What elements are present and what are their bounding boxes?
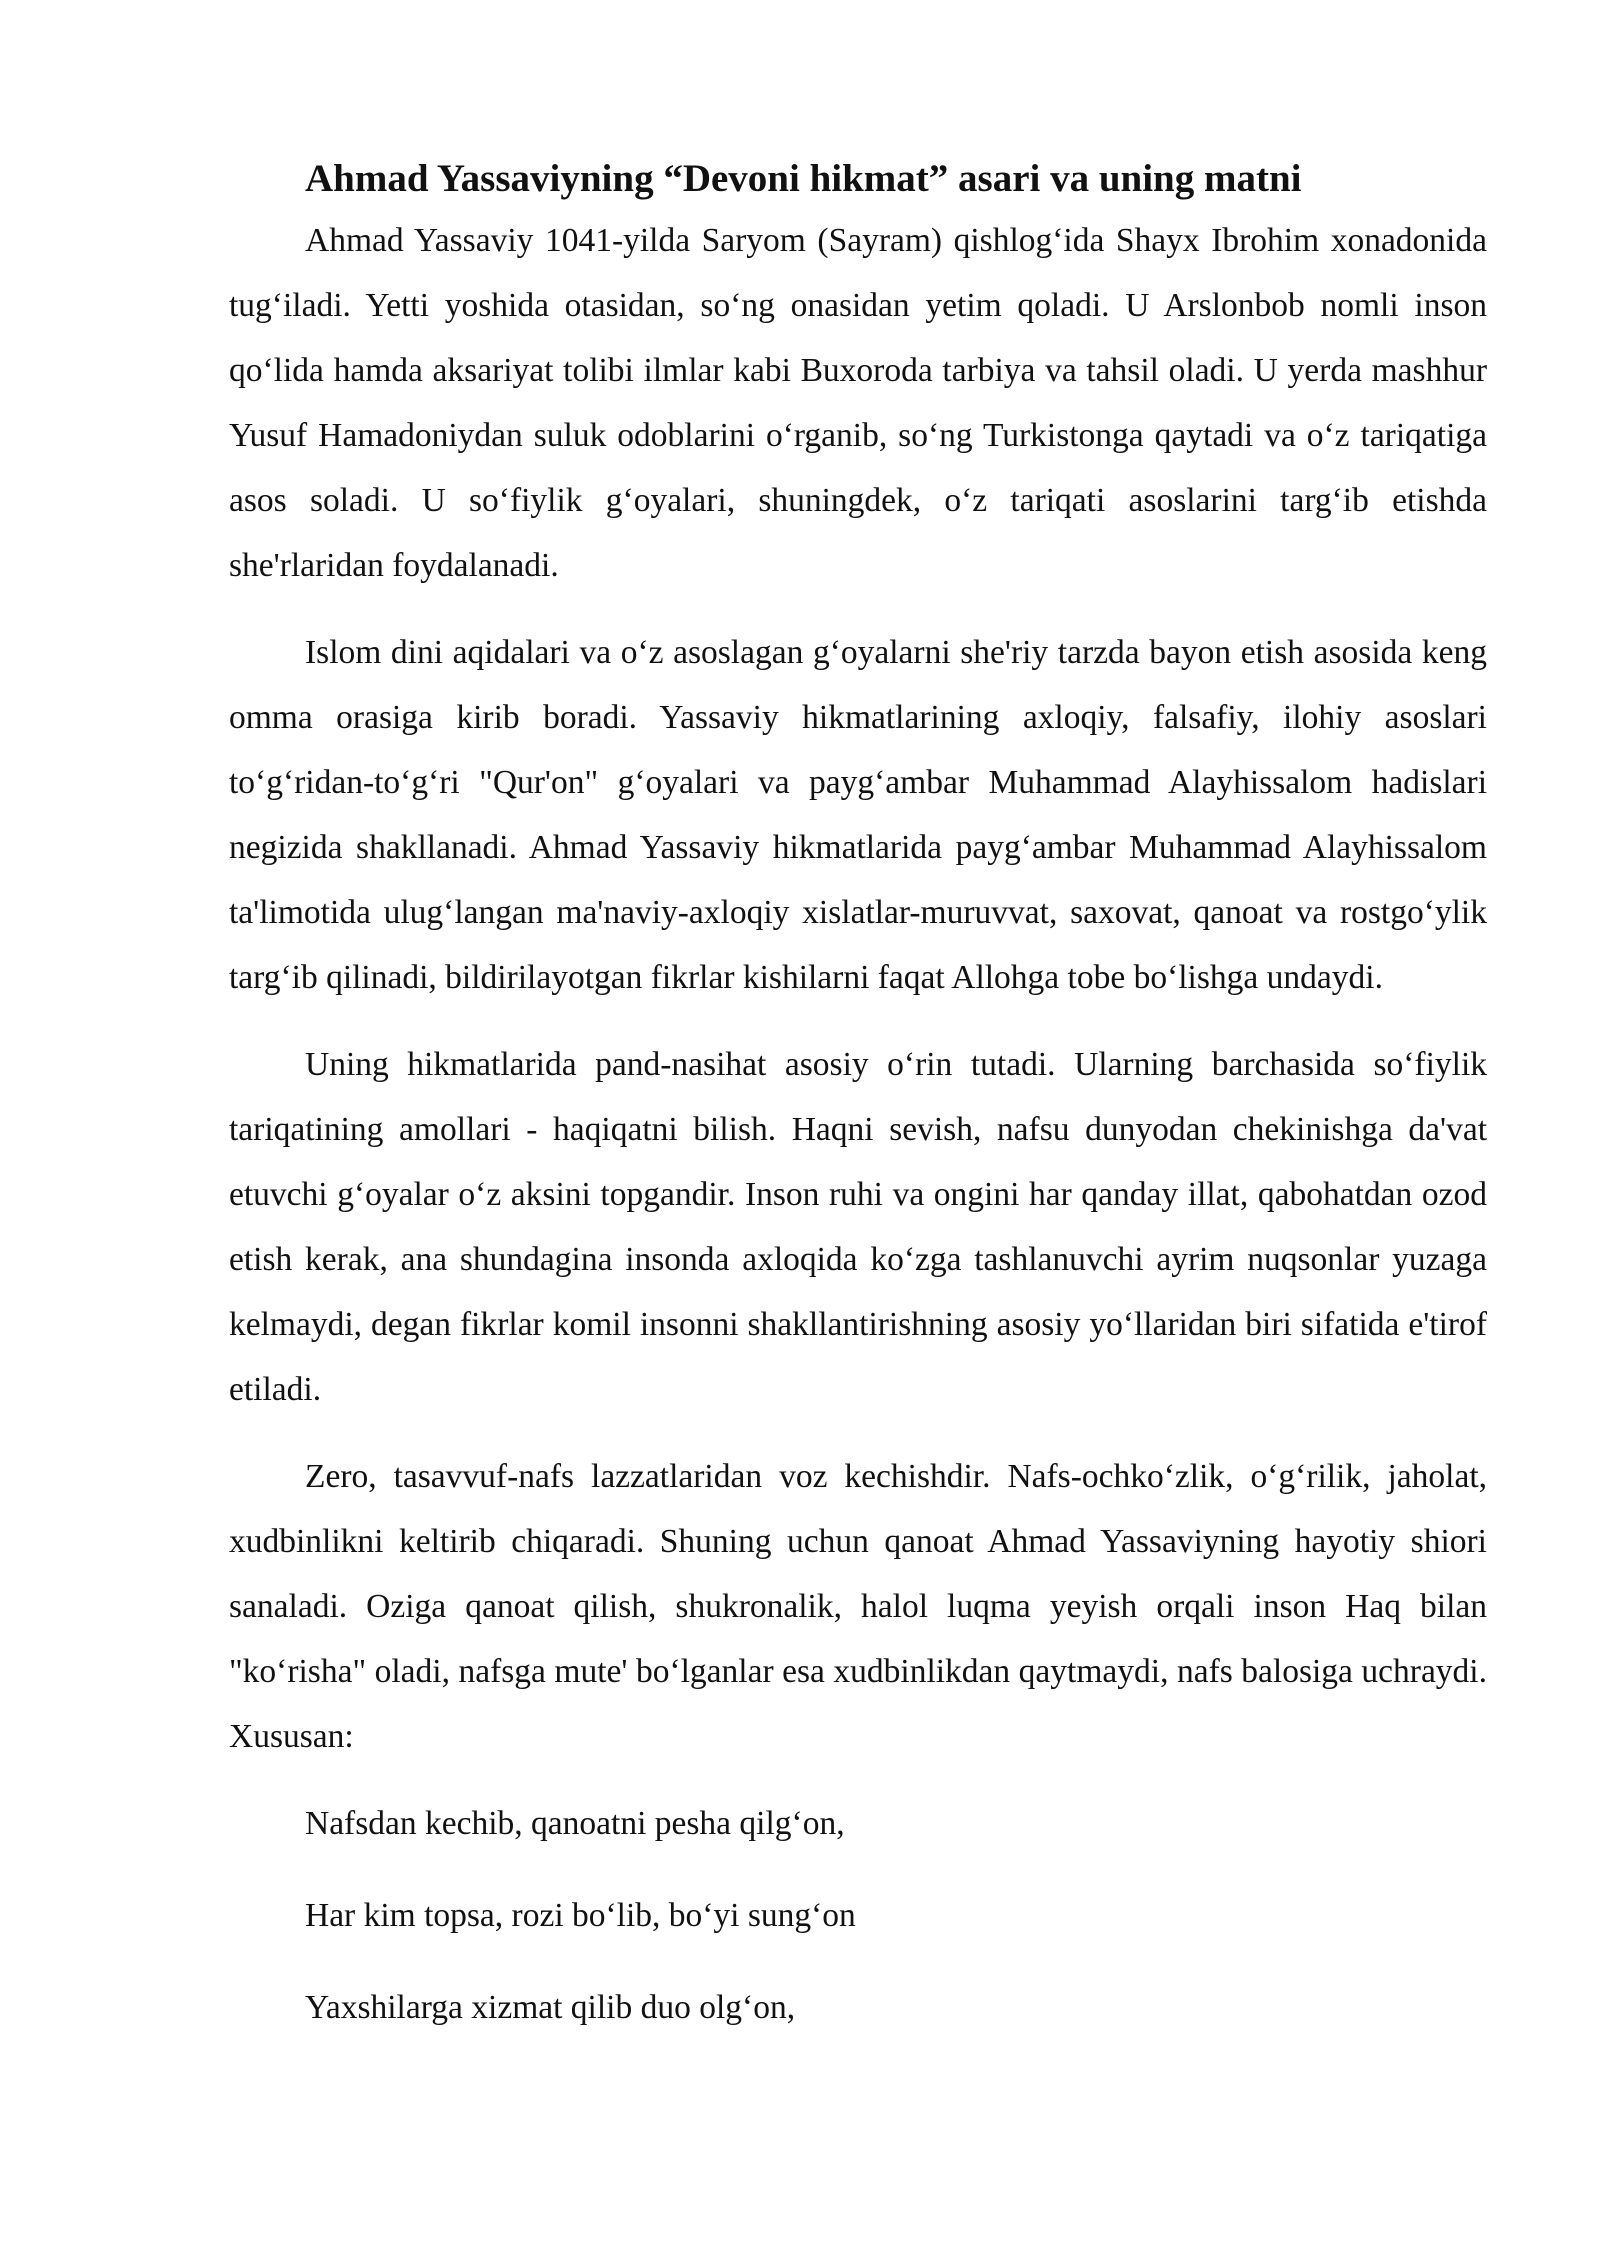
document-page — [229, 150, 1487, 2067]
verse-line-2: Har kim topsa, rozi bo‘lib, bo‘yi sung‘on — [305, 1897, 856, 1934]
paragraph-4: Zero, tasavvuf-nafs lazzatlaridan voz kechishdir. Nafs-ochko‘zlik, o‘g‘rilik, jaholat, xudbinlikni keltirib chiqaradi. Shuning uchun qanoat Ahmad Yassaviyning hayotiy shiori sanaladi. Oziga qanoat qilish, shukronalik, halol luqma yeyish orqali inson Haq bilan "ko‘risha" oladi, nafsga mute' bo‘lganlar esa xudbinlikdan qaytmaydi, nafs balosiga uchraydi. Xususan: — [229, 1458, 1487, 1755]
paragraph-3: Uning hikmatlarida pand-nasihat asosiy o‘rin tutadi. Ularning barchasida so‘fiylik tariqatining amollari - haqiqatni bilish. Haqni sevish, nafsu dunyodan chekinishga da'vat etuvchi g‘oyalar o‘z aksini topgandir. Inson ruhi va ongini har qanday illat, qabohatdan ozod etish kerak, ana shundagina insonda axloqida ko‘zga tashlanuvchi ayrim nuqsonlar yuzaga kelmaydi, degan fikrlar komil insonni shakllantirishning asosiy yo‘llaridan biri sifatida e'tirof etiladi. — [229, 1046, 1487, 1408]
verse-line-3: Yaxshilarga xizmat qilib duo olg‘on, — [305, 1989, 796, 2026]
verse-line-1: Nafsdan kechib, qanoatni pesha qilg‘on, — [305, 1805, 845, 1842]
paragraph-1: Ahmad Yassaviy 1041-yilda Saryom (Sayram) qishlog‘ida Shayx Ibrohim xonadonida tug‘iladi. Yetti yoshida otasidan, so‘ng onasidan yetim qoladi. U Arslonbob nomli inson qo‘lida hamda aksariyat tolibi ilmlar kabi Buxoroda tarbiya va tahsil oladi. U yerda mashhur Yusuf Hamadoniydan suluk odoblarini o‘rganib, so‘ng Turkistonga qaytadi va o‘z tariqatiga asos soladi. U so‘fiylik g‘oyalari, shuningdek, o‘z tariqati asoslarini targ‘ib etishda she'rlaridan foydalanadi. — [229, 222, 1487, 584]
paragraph-2: Islom dini aqidalari va o‘z asoslagan g‘oyalarni she'riy tarzda bayon etish asosida keng omma orasiga kirib boradi. Yassaviy hikmatlarining axloqiy, falsafiy, ilohiy asoslari to‘g‘ridan-to‘g‘ri "Qur'on" g‘oyalari va payg‘ambar Muhammad Alayhissalom hadislari negizida shakllanadi. Ahmad Yassaviy hikmatlarida payg‘ambar Muhammad Alayhissalom ta'limotida ulug‘langan ma'naviy-axloqiy xislatlar-muruvvat, saxovat, qanoat va rostgo‘ylik targ‘ib qilinadi, bildirilayotgan fikrlar kishilarni faqat Allohga tobe bo‘lishga undaydi. — [229, 634, 1487, 996]
document-title: Ahmad Yassaviyning “Devoni hikmat” asari va uning matni — [305, 157, 1302, 200]
